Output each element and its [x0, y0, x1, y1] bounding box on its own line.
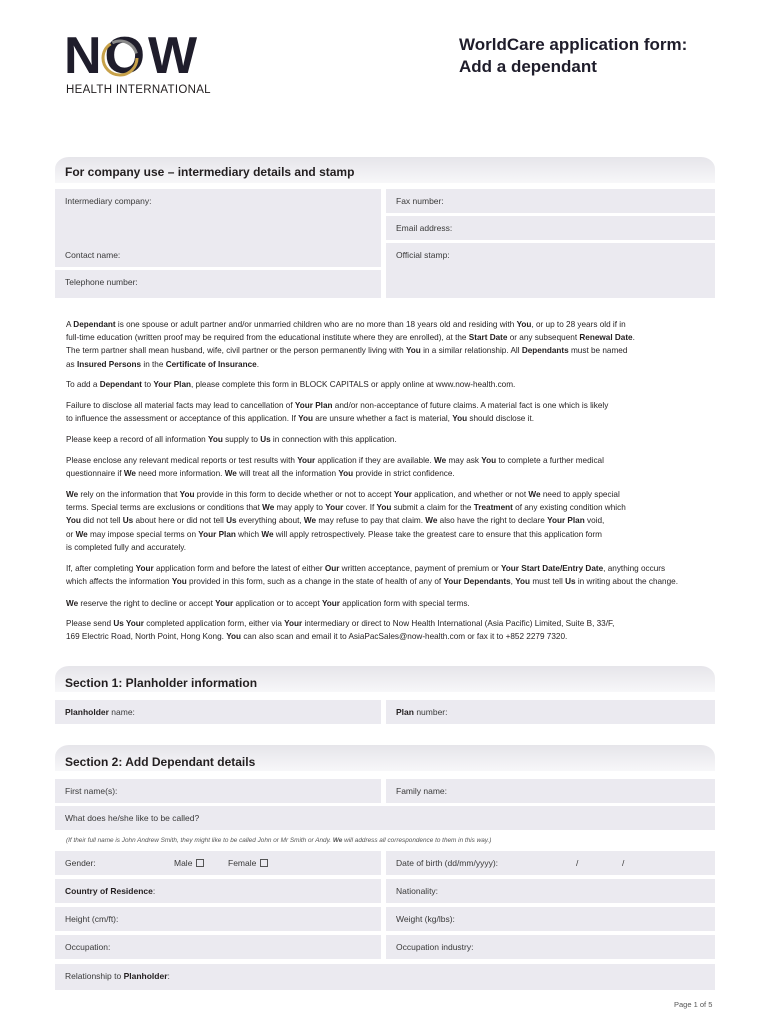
fax-number-field[interactable]: Fax number: — [386, 189, 715, 213]
medical-reports-paragraph: Please enclose any relevant medical reports or test results with Your application if they are available. We may ask You to complete a further medical questionnaire if We need more information. We will treat all the information You provide in strict confidence. — [66, 456, 604, 479]
change-in-circumstances-paragraph: If, after completing Your application form and before the latest of either Our written acceptance, payment of premium or Your Start Date/Entry Date, anything occurs which affects the information You provided in this form, such as a change in the state of health of any of Your Dependants, You must tell Us in writing about the change. — [66, 564, 678, 587]
contact-name-field[interactable]: Contact name: — [55, 243, 381, 267]
email-address-field[interactable]: Email address: — [386, 216, 715, 240]
occupation-industry-field[interactable]: Occupation industry: — [386, 935, 715, 959]
document-title — [459, 34, 749, 78]
first-names-field[interactable]: First name(s): — [55, 779, 381, 803]
title-line-2: Add a dependant — [459, 57, 597, 76]
official-stamp-field[interactable]: Official stamp: — [386, 243, 715, 298]
nationality-field[interactable]: Nationality: — [386, 879, 715, 903]
preferred-name-field[interactable]: What does he/she like to be called? — [55, 806, 715, 830]
family-name-field[interactable]: Family name: — [386, 779, 715, 803]
logo-subtitle: HEALTH INTERNATIONAL — [66, 84, 211, 96]
page-number: Page 1 of 5 — [674, 1000, 713, 1009]
logo-ring-icon — [100, 38, 140, 78]
intermediary-company-field[interactable]: Intermediary company: — [55, 189, 381, 243]
date-of-birth-field[interactable]: Date of birth (dd/mm/yyyy): / / — [386, 851, 715, 875]
plan-number-field[interactable]: Plan number: — [386, 700, 715, 724]
logo-wordmark: NOW — [64, 27, 201, 85]
add-dependant-instruction: To add a Dependant to Your Plan, please complete this form in BLOCK CAPITALS or apply online at www.now-health.com. — [66, 380, 516, 389]
title-line-1: WorldCare application form: — [459, 35, 688, 54]
company-logo — [64, 27, 224, 100]
record-keeping-paragraph: Please keep a record of all information You supply to Us in connection with this application. — [66, 435, 397, 444]
country-of-residence-field[interactable]: Country of Residence: — [55, 879, 381, 903]
special-terms-paragraph: We rely on the information that You provide in this form to decide whether or not to accept Your application, and whether or not We need to apply special terms. Special terms are exclusions or conditions that We may apply to Your cover. If You submit a claim for the Treatment of any existing condition which You did not tell Us about here or did not tell Us everything about, We may refuse to pay that claim. We also have the right to declare Your Plan void, or We may impose special terms on Your Plan which We will apply retrospectively. Please take the greatest care to ensure that this application form is completed fully and accurately. — [66, 490, 626, 552]
gender-female-option[interactable]: Female — [228, 858, 268, 868]
occupation-field[interactable]: Occupation: — [55, 935, 381, 959]
female-checkbox[interactable] — [260, 859, 268, 867]
dependant-definition-paragraph: A Dependant is one spouse or adult partner and/or unmarried children who are no more than 18 years old and residing with You, or up to 28 years old if in full-time education (written proof may be required from the educational institute where they are enrolled), at the Start Date or any subsequent Renewal Date. The term partner shall mean husband, wife, civil partner or the person permanently living with You in a similar relationship. All Dependants must be named as Insured Persons in the Certificate of Insurance. — [66, 320, 635, 369]
planholder-name-field[interactable]: Planholder name: — [55, 700, 381, 724]
send-form-paragraph: Please send Us Your completed application form, either via Your intermediary or direct to Now Health International (Asia Pacific) Limited, Suite B, 33/F, 169 Electric Road, North Point, Hong Kong. You can also scan and email it to AsiaPacSales@now-health.com or fax it to +852 2279 7320. — [66, 619, 615, 642]
dob-separator-2: / — [622, 858, 625, 868]
gender-field: Gender: Male Female — [55, 851, 381, 875]
preferred-name-note: (If their full name is John Andrew Smith, they might like to be called John or Mr Smith or Andy. We will address all correspondence to them in this way.) — [66, 837, 492, 844]
weight-field[interactable]: Weight (kg/lbs): — [386, 907, 715, 931]
male-checkbox[interactable] — [196, 859, 204, 867]
dob-separator-1: / — [576, 858, 579, 868]
relationship-to-planholder-field[interactable]: Relationship to Planholder: — [55, 964, 715, 990]
height-field[interactable]: Height (cm/ft): — [55, 907, 381, 931]
reserve-right-paragraph: We reserve the right to decline or accept Your application or to accept Your application form with special terms. — [66, 599, 470, 608]
company-section-heading: For company use – intermediary details and stamp — [65, 165, 355, 179]
gender-male-option[interactable]: Male — [174, 858, 204, 868]
telephone-number-field[interactable]: Telephone number: — [55, 270, 381, 298]
disclosure-paragraph: Failure to disclose all material facts may lead to cancellation of Your Plan and/or non-acceptance of future claims. A material fact is one which is likely to influence the assessment or acceptance of this application. If You are unsure whether a fact is material, You should disclose it. — [66, 401, 609, 424]
section1-heading: Section 1: Planholder information — [65, 676, 258, 690]
section2-heading: Section 2: Add Dependant details — [65, 755, 256, 769]
